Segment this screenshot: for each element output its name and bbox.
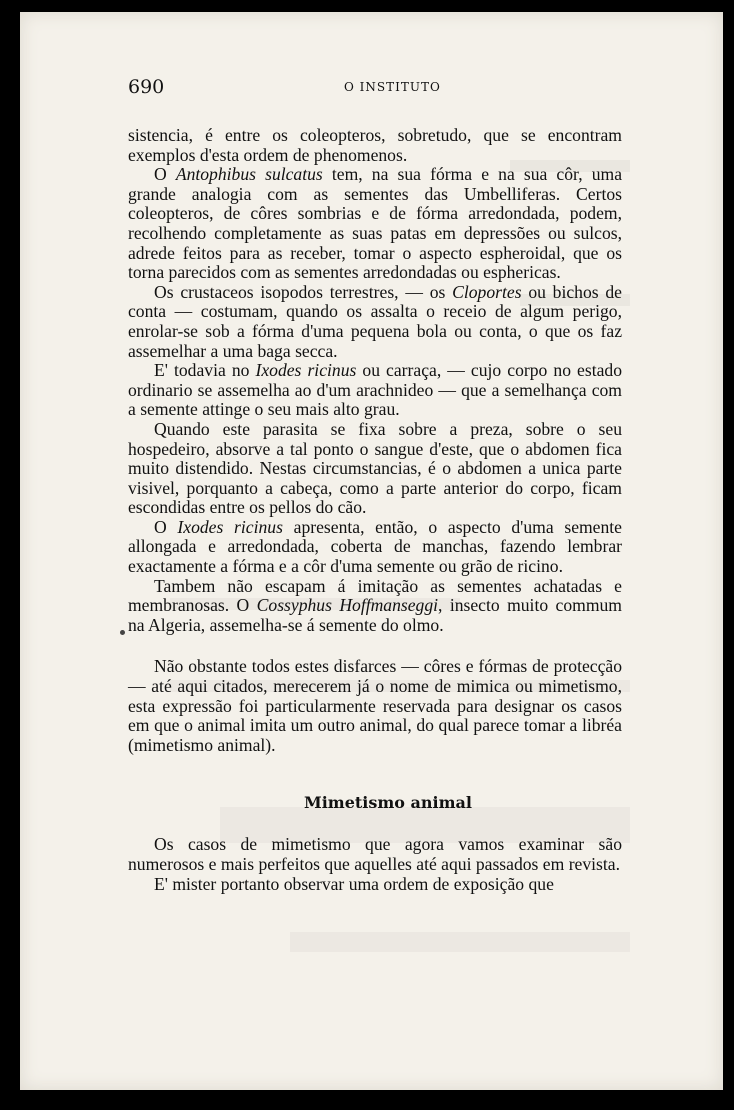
page-number: 690 — [128, 76, 165, 98]
spacer — [128, 755, 622, 793]
spacer — [128, 635, 622, 657]
paragraph-cloportes: Os crustaceos isopodos terrestres, — os Cloportes ou bichos de conta — costumam, quando os assalta o receio de algum perigo, enrolar-se sob a fórma d'uma pequena bola ou conta, o que os faz assemelhar a uma baga secca. — [128, 281, 622, 361]
paragraph-disfarces: Não obstante todos estes disfarces — côres e fórmas de protecção — até aqui citados, merecerem já o nome de mimica ou mimetismo, esta expressão foi particularmente reservada para designar os casos em que o animal imita um outro animal, do qual parece tomar a libréa (mimetismo animal). — [128, 656, 622, 755]
species-name: Antophibus sulcatus — [175, 164, 323, 185]
page-header — [128, 76, 628, 102]
paragraph-antophibus: O Antophibus sulcatus tem, na sua fórma e na sua côr, uma grande analogia com as sementes das Umbelliferas. Certos coleopteros, de côres sombrias e de fórma arredondada, podem, recolhendo completamente as suas patas em depressões ou sulcos, adrede feitos para as receber, tomar o aspecto espheroidal, que os torna parecidos com as sementes arredondadas ou esphericas. — [128, 164, 622, 283]
paragraph-ordem: E' mister portanto observar uma ordem de exposição que — [154, 873, 554, 894]
spacer — [128, 813, 622, 835]
paragraph-ixodes-aspect: O Ixodes ricinus apresenta, então, o aspecto d'uma semente allongada e arredondada, coberta de manchas, fazendo lembrar exactamente a fórma e a côr d'uma semente ou grão de ricino. — [128, 516, 622, 577]
species-name: Cossyphus Hoffmanseggi — [256, 595, 439, 616]
species-name: Ixodes ricinus — [177, 516, 283, 537]
section-title: Mimetismo animal — [304, 793, 472, 813]
paragraph-casos: Os casos de mimetismo que agora vamos examinar são numerosos e mais perfeitos que aquelles até aqui passados em revista. — [128, 834, 622, 874]
species-name: Cloportes — [452, 281, 522, 302]
show-through-mark — [290, 932, 630, 952]
species-name: Ixodes ricinus — [255, 360, 357, 381]
running-title: O INSTITUTO — [344, 80, 441, 94]
paragraph-cossyphus: Tambem não escapam á imitação as sementes achatadas e membranosas. O Cossyphus Hoffmanseggi, insecto muito commum na Algeria, assemelha-se á semente do olmo. — [128, 575, 622, 635]
body-text — [128, 126, 622, 894]
paragraph-continuation: sistencia, é entre os coleopteros, sobretudo, que se encontram exemplos d'esta ordem de phenomenos. — [128, 125, 622, 165]
page-speck — [120, 630, 125, 635]
paragraph-parasite: Quando este parasita se fixa sobre a preza, sobre o seu hospedeiro, absorve a tal ponto o sangue d'este, que o abdomen fica muito distendido. Nestas circumstancias, é o abdomen a unica parte visivel, porquanto a cabeça, como a parte anterior do corpo, ficam escondidas entre os pellos do cão. — [128, 418, 622, 518]
paragraph-ixodes-intro: E' todavia no Ixodes ricinus ou carraça, — cujo corpo no estado ordinario se assemelha ao d'um arachnideo — que a semelhança com a semente attinge o seu mais alto grau. — [128, 360, 622, 420]
